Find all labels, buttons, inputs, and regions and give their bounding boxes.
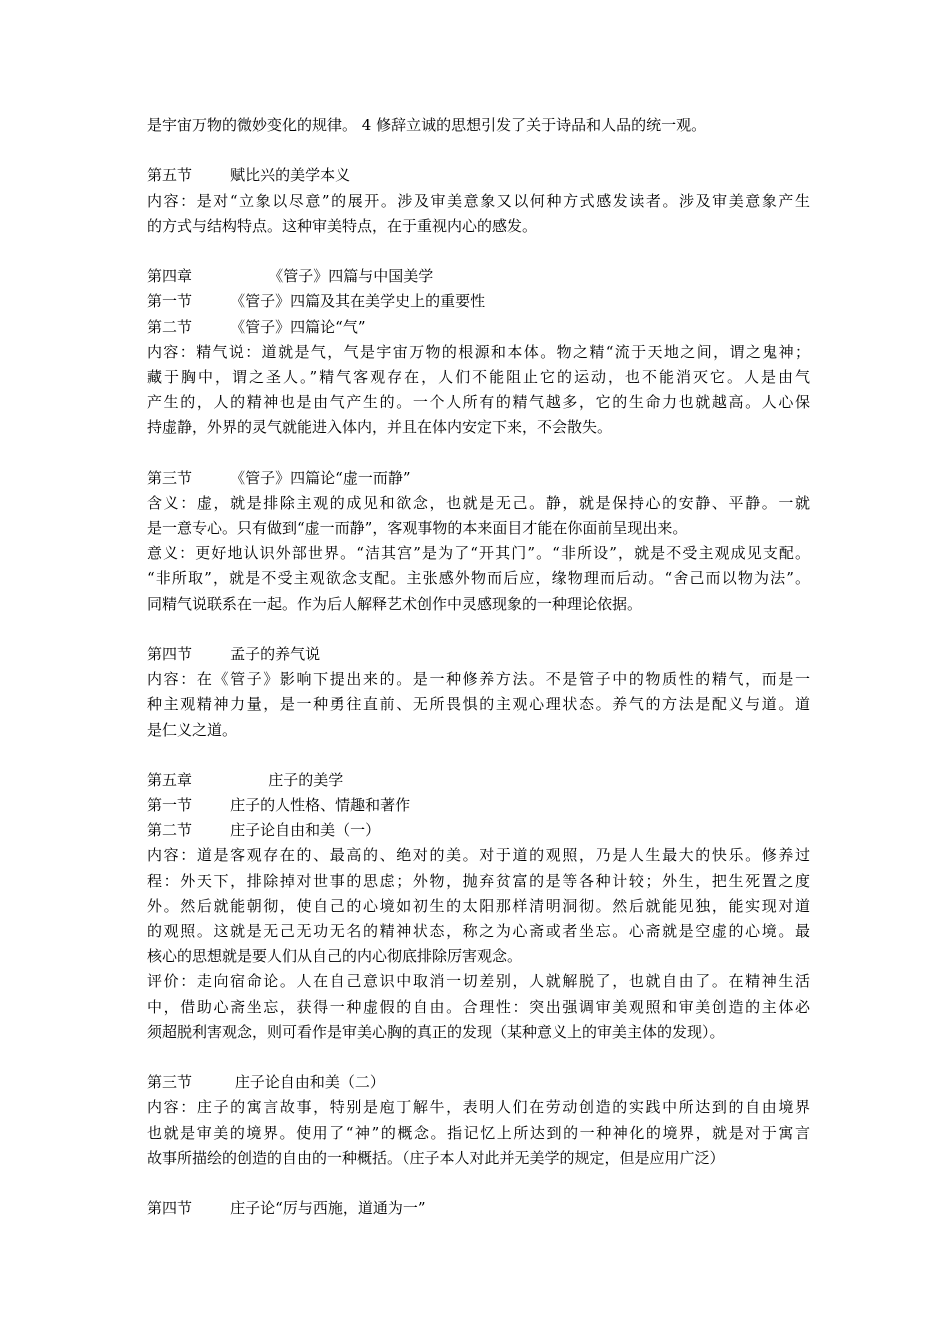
text-line: 也就是审美的境界。使用了“神”的概念。指记忆上所达到的一种神化的境界，就是对于寓言 [147,1123,810,1142]
blank-line [147,239,810,264]
text-line: 核心的思想就是要人们从自己的内心彻底排除厉害观念。 [147,947,523,966]
section-heading: 第三节 庄子论自由和美（二） [147,1073,385,1092]
text-line: 内容：在《管子》影响下提出来的。是一种修养方法。不是管子中的物质性的精气，而是一 [147,670,810,689]
blank-line [147,440,810,465]
chapter-heading: 第五章 庄子的美学 [147,770,344,789]
section-heading: 第四节 孟子的养气说 [147,644,321,663]
text-line: 是仁义之道。 [147,720,238,739]
text-line: 内容：是对“立象以尽意”的展开。涉及审美意象又以何种方式感发读者。涉及审美意象产生 [147,191,810,210]
text-line: 外。然后就能朝彻，使自己的心境如初生的太阳那样清明洞彻。然后就能见独，能实现对道 [147,896,810,915]
text-line: “非所取”，就是不受主观欲念支配。主张感外物而后应，缘物理而后动。“舍己而以物为法”。 [147,569,810,588]
section-heading: 第五节 赋比兴的美学本义 [147,166,351,185]
text-line: 的观照。这就是无己无功无名的精神状态，称之为心斋或者坐忘。心斋就是空虚的心境。最 [147,922,810,940]
text-line: 内容：庄子的寓言故事，特别是庖丁解牛，表明人们在劳动创造的实践中所达到的自由境界 [147,1098,810,1117]
text-line: 故事所描绘的创造的自由的一种概括。（庄子本人对此并无美学的规定，但是应用广泛） [147,1148,725,1167]
text-line: 意义：更好地认识外部世界。“洁其宫”是为了“开其门”。“非所设”，就是不受主观成见支配。 [147,544,810,563]
section-heading: 第二节 《管子》四篇论“气” [147,317,366,336]
section-heading: 第二节 庄子论自由和美（一） [147,821,381,840]
text-line: 产生的，人的精神也是由气产生的。一个人所有的精气越多，它的生命力也就越高。人心保 [147,393,810,412]
text-line: 种主观精神力量，是一种勇往直前、无所畏惧的主观心理状态。养气的方法是配义与道。道 [147,695,810,714]
document-page [147,113,810,1221]
text-line: 藏于胸中，谓之圣人。”精气客观存在，人们不能阻止它的运动，也不能消灭它。人是由气 [147,367,810,386]
text-line: 含义：虚，就是排除主观的成见和欲念，也就是无己。静，就是保持心的安静、平静。一就 [147,493,810,512]
text-line: 同精气说联系在一起。作为后人解释艺术创作中灵感现象的一种理论依据。 [147,594,643,613]
text-line: 程：外天下，排除掉对世事的思虑；外物，抛弃贫富的是等各种计较；外生，把生死置之度 [147,871,810,890]
blank-line [147,743,810,768]
section-heading: 第一节 《管子》四篇及其在美学史上的重要性 [147,292,486,311]
section-heading: 第四节 庄子论“厉与西施，道通为一” [147,1199,426,1218]
text-line: 的方式与结构特点。这种审美特点，在于重视内心的感发。 [147,216,538,235]
text-line: 内容：道是客观存在的、最高的、绝对的美。对于道的观照，乃是人生最大的快乐。修养过 [147,846,810,865]
text-line: 是一意专心。只有做到“虚一而静”，客观事物的本来面目才能在你面前呈现出来。 [147,519,688,537]
blank-line [147,617,810,642]
text-line: 是宇宙万物的微妙变化的规律。 4 修辞立诚的思想引发了关于诗品和人品的统一观。 [147,116,707,134]
text-line: 内容：精气说：道就是气，气是宇宙万物的根源和本体。物之精“流于天地之间，谓之鬼神； [147,342,810,361]
section-heading: 第一节 庄子的人性格、情趣和著作 [147,796,411,815]
blank-line [147,1045,810,1070]
text-line: 中，借助心斋坐忘，获得一种虚假的自由。合理性：突出强调审美观照和审美创造的主体必 [147,997,810,1016]
text-line: 持虚静，外界的灵气就能进入体内，并且在体内安定下来，不会散失。 [147,418,613,437]
chapter-heading: 第四章 《管子》四篇与中国美学 [147,267,434,286]
blank-line [147,138,810,163]
text-line: 须超脱利害观念，则可看作是审美心胸的真正的发现（某种意义上的审美主体的发现）。 [147,1022,725,1041]
text-line: 评价：走向宿命论。人在自己意识中取消一切差别，人就解脱了，也就自由了。在精神生活 [147,972,810,991]
blank-line [147,1171,810,1196]
section-heading: 第三节 《管子》四篇论“虚一而静” [147,468,411,487]
